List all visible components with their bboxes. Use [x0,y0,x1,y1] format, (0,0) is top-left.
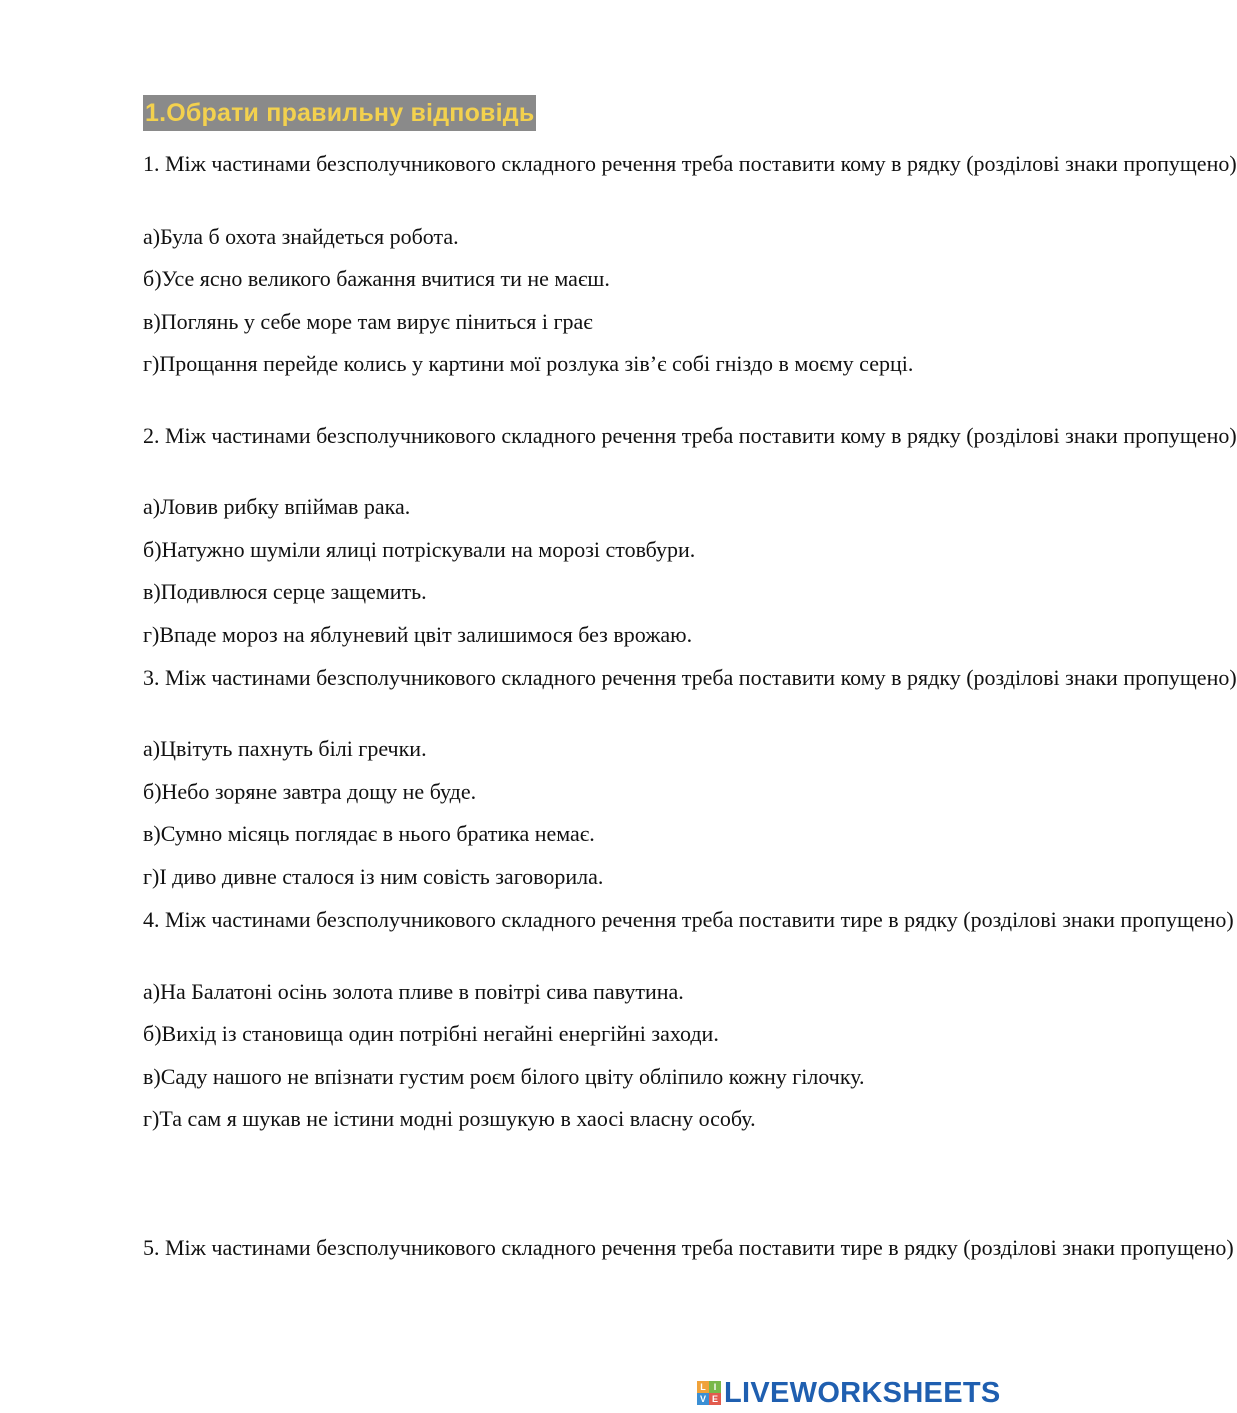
logo-mark-i: I [709,1381,721,1393]
section-heading: 1.Обрати правильну відповідь [143,95,536,131]
liveworksheets-logo [697,1378,1001,1408]
question-4-prompt-line-2: тире в рядку (розділові знаки пропущено) [840,907,1234,932]
question-4-prompt [143,905,1234,934]
question-2-option-b[interactable]: б)Натужно шуміли ялиці потріскували на морозі стовбури. [143,537,696,562]
question-3-option-d[interactable]: г)І диво дивне сталося із ним совість заговорила. [143,864,604,889]
question-5-prompt-line-2: тире в рядку (розділові знаки пропущено) [840,1235,1234,1260]
question-1-prompt-line-1: 1. Між частинами безсполучникового складного речення треба поставити [143,151,836,176]
question-3-prompt [143,663,1237,692]
question-2-prompt-line-1: 2. Між частинами безсполучникового складного речення треба поставити [143,423,836,448]
question-2-option-c[interactable]: в)Подивлюся серце защемить. [143,579,427,604]
question-2-prompt [143,421,1237,450]
question-1-option-c[interactable]: в)Поглянь у себе море там вирує піниться і грає [143,309,593,334]
question-1-prompt-line-2: кому в рядку (розділові знаки пропущено) [840,151,1237,176]
question-5-prompt-line-1: 5. Між частинами безсполучникового складного речення треба поставити [143,1235,836,1260]
question-4-option-a[interactable]: а)На Балатоні осінь золота пливе в повітрі сива павутина. [143,979,684,1004]
question-4-prompt-line-1: 4. Між частинами безсполучникового складного речення треба поставити [143,907,836,932]
question-3-option-a[interactable]: а)Цвітуть пахнуть білі гречки. [143,736,427,761]
logo-mark-l: L [697,1381,709,1393]
question-1-option-d-line-2: серці. [859,351,914,376]
question-4-option-c[interactable]: в)Саду нашого не впізнати густим роєм білого цвіту обліпило кожну гілочку. [143,1064,865,1089]
question-5-prompt [143,1233,1234,1262]
question-1-option-d[interactable] [143,349,933,378]
question-4-option-d[interactable]: г)Та сам я шукав не істини модні розшукую в хаосі власну особу. [143,1106,756,1131]
question-1-option-a[interactable]: а)Була б охота знайдеться робота. [143,224,459,249]
logo-text: LIVEWORKSHEETS [724,1376,1001,1409]
logo-mark-e: E [709,1393,721,1405]
question-3-option-b[interactable]: б)Небо зоряне завтра дощу не буде. [143,779,477,804]
question-2-option-a[interactable]: а)Ловив рибку впіймав рака. [143,494,411,519]
question-1-option-d-line-1: г)Прощання перейде колись у картини мої розлука зів’є собі гніздо в моєму [143,351,854,376]
question-1-prompt [143,149,1237,178]
question-1-option-b[interactable]: б)Усе ясно великого бажання вчитися ти не маєш. [143,266,610,291]
question-4-option-b[interactable]: б)Вихід із становища один потрібні негайні енергійні заходи. [143,1021,719,1046]
question-3-prompt-line-2: кому в рядку (розділові знаки пропущено) [840,665,1237,690]
question-2-prompt-line-2: кому в рядку (розділові знаки пропущено) [840,423,1237,448]
logo-mark-v: V [697,1393,709,1405]
question-3-option-c[interactable]: в)Сумно місяць поглядає в нього братика немає. [143,821,595,846]
question-2-option-d[interactable]: г)Впаде мороз на яблуневий цвіт залишимося без врожаю. [143,622,693,647]
liveworksheets-logo-icon [697,1381,721,1405]
question-3-prompt-line-1: 3. Між частинами безсполучникового складного речення треба поставити [143,665,836,690]
